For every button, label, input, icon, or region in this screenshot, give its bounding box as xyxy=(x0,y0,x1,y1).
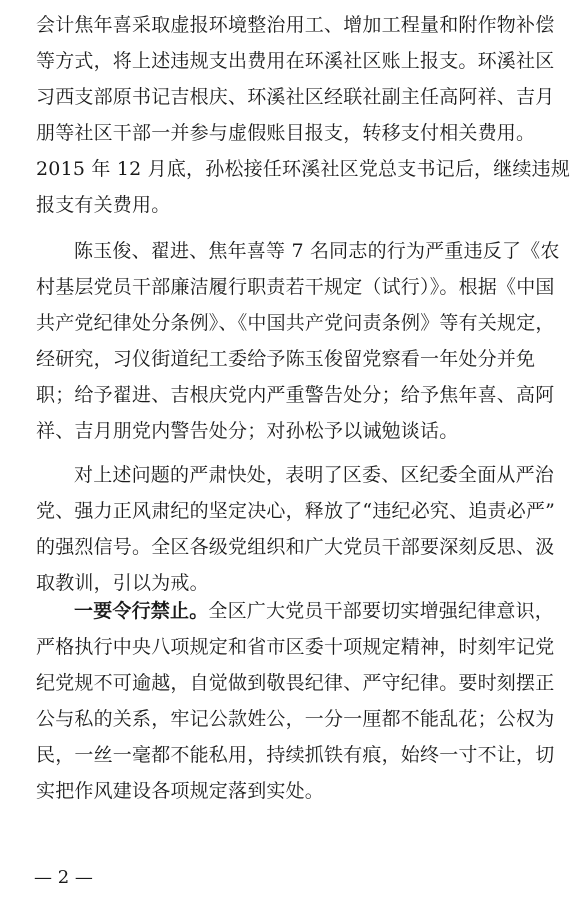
paragraph-lead-heading: 一要令行禁止。 xyxy=(74,600,209,622)
text-line: 民，一丝一毫都不能私用，持续抓铁有痕，始终一寸不让，切 xyxy=(36,744,555,766)
text-line xyxy=(36,593,556,629)
text-line: 党、强力正风肃纪的坚定决心，释放了“违纪必究、追责必严” xyxy=(36,500,556,522)
paragraph-2 xyxy=(36,233,560,449)
page-number: — 2 — xyxy=(34,867,93,888)
paragraph-3 xyxy=(36,457,556,601)
text-line: 经研究，习仪街道纪工委给予陈玉俊留党察看一年处分并免 xyxy=(36,348,536,370)
text-line: 的强烈信号。全区各级党组织和广大党员干部要深刻反思、汲 xyxy=(36,536,555,558)
text-line: 会计焦年喜采取虚报环境整治用工、增加工程量和附作物补偿 xyxy=(36,14,555,36)
text-line: 村基层党员干部廉洁履行职责若干规定（试行）》。根据《中国 xyxy=(36,276,555,298)
text-line-content: 全区广大党员干部要切实增强纪律意识， xyxy=(208,600,555,622)
text-line: 职；给予翟进、吉根庆党内严重警告处分；给予焦年喜、高阿 xyxy=(36,384,555,406)
text-line: 习西支部原书记吉根庆、环溪社区经联社副主任高阿祥、吉月 xyxy=(36,86,555,108)
text-line: 公与私的关系，牢记公款姓公，一分一厘都不能乱花；公权为 xyxy=(36,708,555,730)
text-line: 陈玉俊、翟进、焦年喜等 7 名同志的行为严重违反了《农 xyxy=(74,240,560,262)
text-line: 严格执行中央八项规定和省市区委十项规定精神，时刻牢记党 xyxy=(36,636,555,658)
text-line: 共产党纪律处分条例》、《中国共产党问责条例》等有关规定， xyxy=(36,312,555,334)
text-line: 对上述问题的严肃快处，表明了区委、区纪委全面从严治 xyxy=(74,464,555,486)
text-line: 2015 年 12 月底，孙松接任环溪社区党总支书记后，继续违规 xyxy=(36,158,571,180)
text-line: 实把作风建设各项规定落到实处。 xyxy=(36,780,325,802)
paragraph-4 xyxy=(36,593,556,809)
text-line: 祥、吉月朋党内警告处分；对孙松予以诫勉谈话。 xyxy=(36,420,459,442)
paragraph-1 xyxy=(36,7,571,223)
text-line: 朋等社区干部一并参与虚假账目报支，转移支付相关费用。 xyxy=(36,122,536,144)
text-line: 报支有关费用。 xyxy=(36,194,171,216)
text-line: 纪党规不可逾越，自觉做到敬畏纪律、严守纪律。要时刻摆正 xyxy=(36,672,555,694)
text-line: 取教训，引以为戒。 xyxy=(36,572,209,594)
text-line: 等方式，将上述违规支出费用在环溪社区账上报支。环溪社区 xyxy=(36,50,555,72)
